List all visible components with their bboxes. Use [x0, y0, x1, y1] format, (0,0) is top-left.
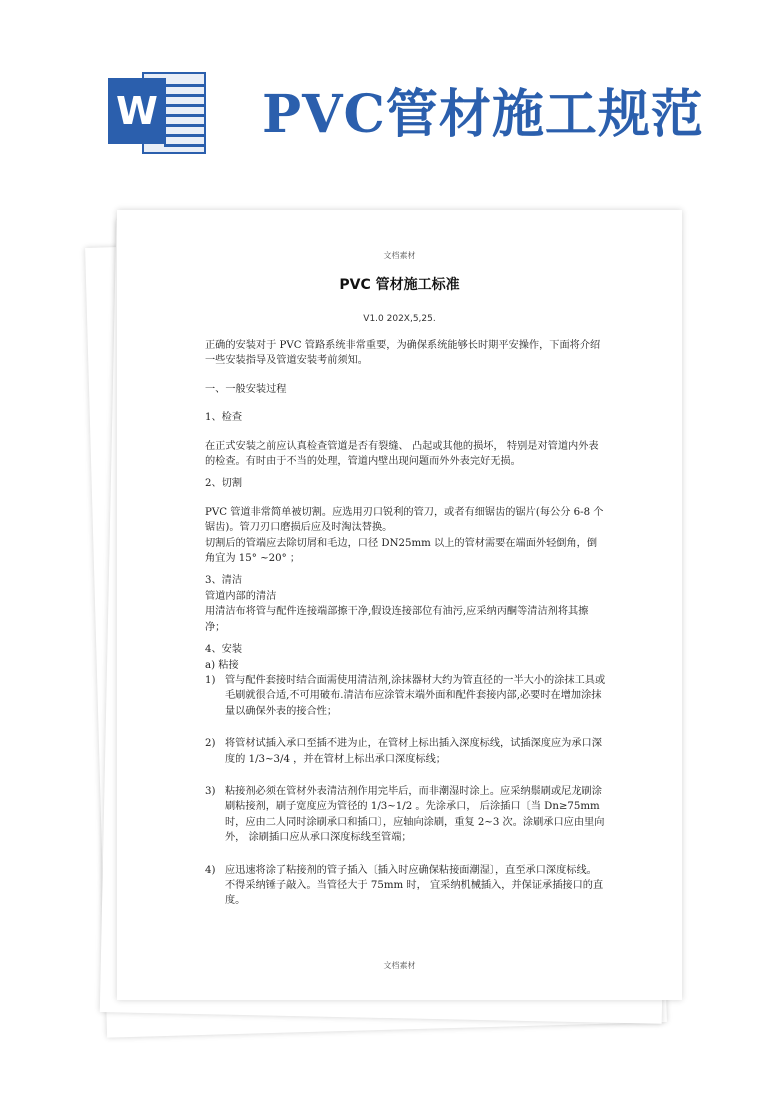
list-item-text: 管与配件套接时结合面需使用清洁剂,涂抹器材大约为管直径的一半大小的涂抹工具或毛刷就很合适,不可用破布.清洁布应涂管末端外面和配件套接内部,必要时在增加涂抹量以确保外表的接合性； — [225, 674, 606, 717]
list-item-number: 4) — [205, 864, 216, 876]
list-item — [205, 784, 607, 846]
list-item-text: 将管材试插入承口至插不进为止，在管材上标出插入深度标线，试插深度应为承口深度的 1/3~3/4 ，并在管材上标出承口深度标线； — [225, 738, 602, 765]
word-icon-letter: W — [108, 78, 166, 144]
cut-paragraph-1: PVC 管道非常简单被切割。应选用刃口锐利的管刀，或者有细锯齿的锯片(每公分 6-8 个锯齿)。管刀刃口磨损后应及时淘汰替换。 — [205, 506, 604, 534]
inspect-paragraph: 在正式安装之前应认真检查管道是否有裂缝、 凸起或其他的损坏， 特别是对管道内外表的检查。有时由于不当的处理，管道内壁出现问题而外外表完好无损。 — [205, 440, 599, 468]
subsection-heading-cut: 2、切割 — [205, 478, 243, 490]
list-item-text: 应迅速将涂了粘接剂的管子插入〔插入时应确保粘接面潮湿〕，直至承口深度标线。不得采纳锤子敲入。当管径大于 75mm 时， 宜采纳机械插入，并保证承插接口的直度。 — [225, 864, 604, 907]
subsection-heading-inspect: 1、检查 — [205, 412, 243, 424]
clean-subheading: 管道内部的清洁 — [205, 590, 277, 602]
document-page — [117, 210, 682, 1000]
list-item-number: 2) — [205, 738, 216, 750]
cut-paragraph-2: 切割后的管端应去除切屑和毛边，口径 DN25mm 以上的管材需要在端面外轻倒角，倒角宜为 15° ~20° ； — [205, 537, 598, 565]
list-item-text: 粘接剂必须在管材外表清洁剂作用完毕后，而非潮湿时涂上。应采纳鬃刷或尼龙刷涂刷粘接剂，刷子宽度应为管径的 1/3~1/2 。先涂承口， 后涂插口〔当 Dn≥75mm 时，应由二人同时涂刷承口和插口〕，应轴向涂刷，重复 2~3 次。涂刷承口应由里向外， 涂刷插口应从承口深度标线至管端； — [225, 785, 605, 844]
list-item-number: 3) — [205, 785, 216, 797]
clean-paragraph: 用清洁布将管与配件连接端部擦干净,假设连接部位有油污,应采纳丙酮等清洁剂将其擦净； — [205, 606, 589, 633]
document-title: PVC 管材施工标准 — [339, 277, 460, 293]
list-item — [205, 673, 607, 719]
list-item-number: 1) — [205, 674, 216, 686]
install-subheading: a) 粘接 — [205, 659, 239, 671]
list-item — [205, 863, 607, 909]
header-banner — [0, 0, 780, 200]
section-heading: 一、一般安装过程 — [205, 383, 287, 395]
list-item — [205, 736, 607, 767]
word-document-icon — [108, 68, 206, 154]
subsection-heading-install: 4、安装 — [205, 644, 243, 656]
page-footer-label: 文档素材 — [383, 961, 416, 970]
intro-paragraph: 正确的安装对于 PVC 管路系统非常重要，为确保系统能够长时期平安操作，下面将介绍一些安装指导及管道安装考前须知。 — [205, 340, 601, 367]
banner-title: PVC管材施工规范 — [262, 84, 704, 145]
subsection-heading-clean: 3、清洁 — [205, 575, 243, 587]
page-header-label: 文档素材 — [383, 251, 416, 260]
document-body — [205, 338, 607, 909]
document-version: V1.0 202X,5,25. — [363, 314, 436, 324]
